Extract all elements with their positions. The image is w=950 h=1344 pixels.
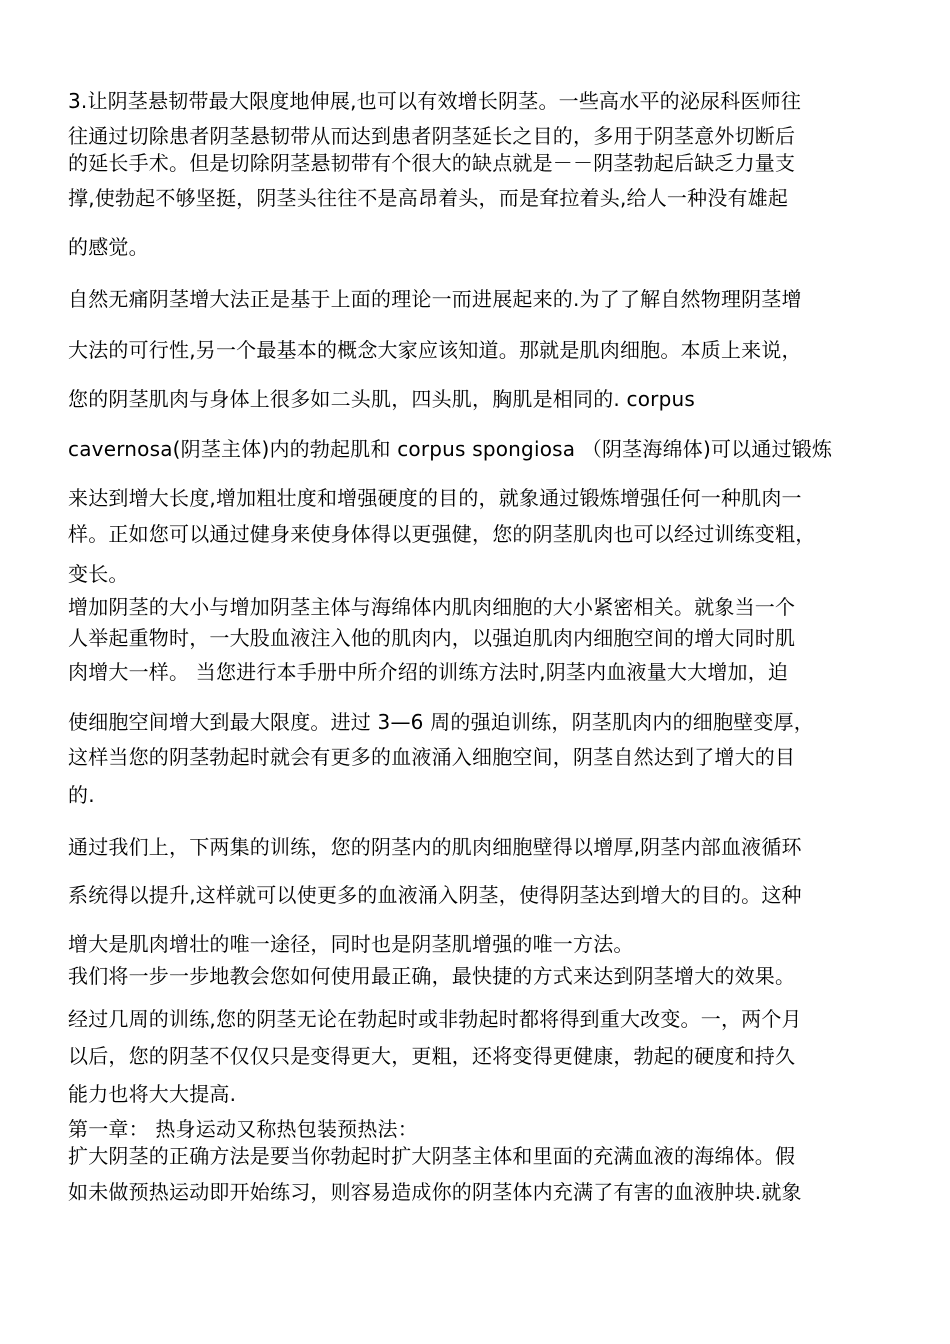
text-line: 经过几周的训练,您的阴茎无论在勃起时或非勃起时都将得到重大改变。一，两个月 (68, 1007, 802, 1031)
section-heading: 第一章： 热身运动又称热包装预热法： (68, 1117, 418, 1141)
text-line: cavernosa(阴茎主体)内的勃起肌和 corpus spongiosa （阴茎海绵体)可以通过锻炼 (68, 437, 833, 461)
text-line: 扩大阴茎的正确方法是要当你勃起时扩大阴茎主体和里面的充满血液的海绵体。假 (68, 1144, 796, 1168)
text-line: 大法的可行性,另一个最基本的概念大家应该知道。那就是肌肉细胞。本质上来说， (68, 338, 802, 362)
text-line: 往通过切除患者阴茎悬韧带从而达到患者阴茎延长之目的，多用于阴茎意外切断后 (68, 124, 796, 148)
text-line: 肉增大一样。 当您进行本手册中所介绍的训练方法时,阴茎内血液量大大增加，迫 (68, 660, 789, 684)
text-line: 的延长手术。但是切除阴茎悬韧带有个很大的缺点就是－－阴茎勃起后缺乏力量支 (68, 151, 796, 175)
text-line: 的感觉。 (68, 235, 149, 259)
text-line: 这样当您的阴茎勃起时就会有更多的血液涌入细胞空间，阴茎自然达到了增大的目 (68, 745, 796, 769)
text-line: 变长。 (68, 562, 129, 586)
text-line: 自然无痛阴茎增大法正是基于上面的理论一而进展起来的.为了了解自然物理阴茎增 (68, 287, 802, 311)
text-line: 通过我们上，下两集的训练，您的阴茎内的肌肉细胞壁得以增厚,阴茎内部血液循环 (68, 835, 802, 859)
text-line: 使细胞空间增大到最大限度。进过 3—6 周的强迫训练，阴茎肌肉内的细胞壁变厚， (68, 710, 814, 734)
text-line: 增加阴茎的大小与增加阴茎主体与海绵体内肌肉细胞的大小紧密相关。就象当一个 (68, 595, 796, 619)
text-line: 能力也将大大提高. (68, 1082, 237, 1106)
text-line: 系统得以提升,这样就可以使更多的血液涌入阴茎，使得阴茎达到增大的目的。这种 (68, 883, 802, 907)
text-line: 增大是肌肉增壮的唯一途径，同时也是阴茎肌增强的唯一方法。 (68, 932, 634, 956)
text-line: 如未做预热运动即开始练习，则容易造成你的阴茎体内充满了有害的血液肿块.就象 (68, 1180, 802, 1204)
text-line: 您的阴茎肌肉与身体上很多如二头肌，四头肌，胸肌是相同的. corpus (68, 387, 695, 411)
text-line: 人举起重物时，一大股血液注入他的肌肉内，以强迫肌肉内细胞空间的增大同时肌 (68, 626, 796, 650)
text-line: 样。正如您可以通过健身来使身体得以更强健，您的阴茎肌肉也可以经过训练变粗， (68, 522, 816, 546)
text-line: 我们将一步一步地教会您如何使用最正确，最快捷的方式来达到阴茎增大的效果。 (68, 964, 796, 988)
text-line: 3.让阴茎悬韧带最大限度地伸展,也可以有效增长阴茎。一些高水平的泌尿科医师往 (68, 89, 802, 113)
text-line: 的. (68, 783, 95, 807)
text-line: 来达到增大长度,增加粗壮度和增强硬度的目的，就象通过锻炼增强任何一种肌肉一 (68, 486, 802, 510)
text-line: 撑,使勃起不够坚挺，阴茎头往往不是高昂着头，而是耷拉着头,给人一种没有雄起 (68, 186, 789, 210)
text-line: 以后，您的阴茎不仅仅只是变得更大，更粗，还将变得更健康，勃起的硬度和持久 (68, 1044, 796, 1068)
